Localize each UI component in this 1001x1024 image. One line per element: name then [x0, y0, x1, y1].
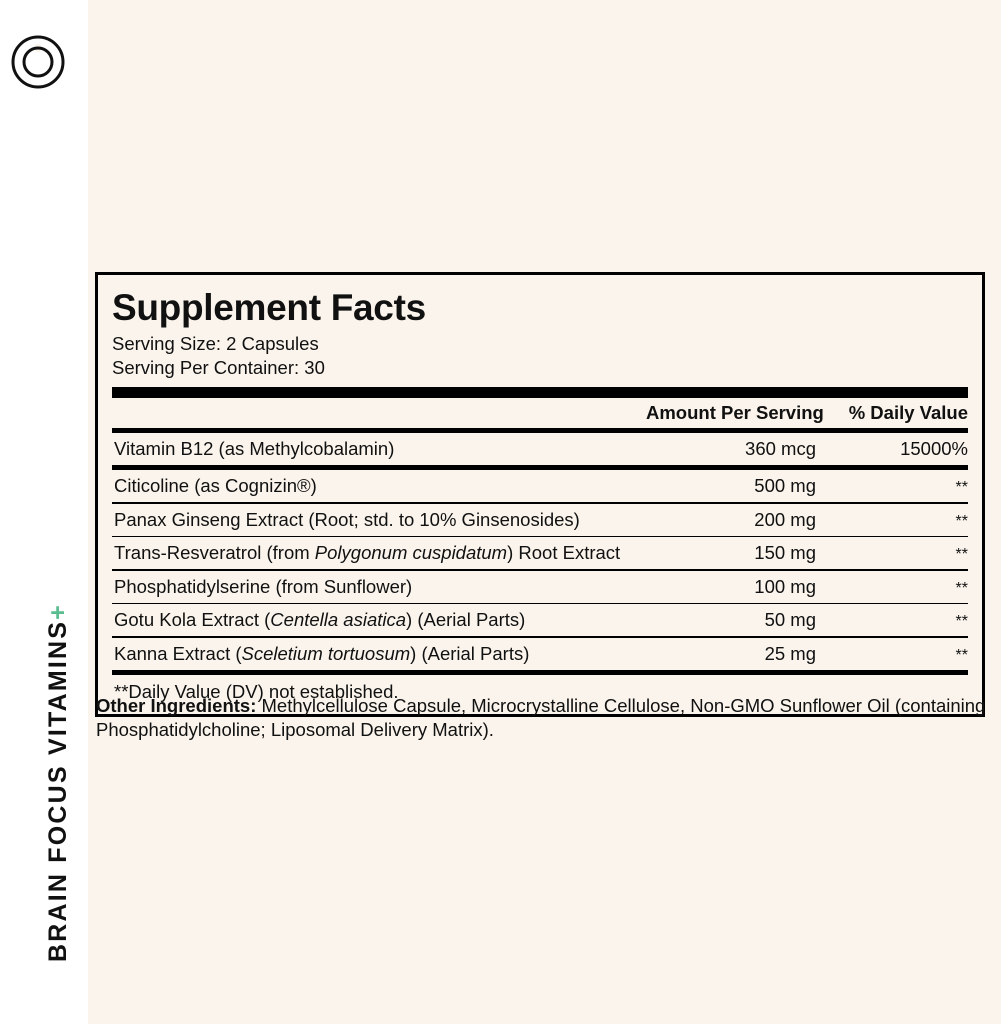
ingredient-name: Citicoline (as Cognizin®)	[114, 475, 317, 497]
table-row	[112, 571, 968, 603]
header-amount-per-serving: Amount Per Serving	[646, 402, 824, 424]
ingredient-amount: 200 mg	[754, 508, 816, 530]
ingredient-name: Kanna Extract (Sceletium tortuosum) (Aerial Parts)	[114, 642, 530, 664]
ingredient-daily-value: 15000%	[900, 438, 968, 460]
table-row	[112, 537, 968, 569]
table-row	[112, 638, 968, 670]
ingredient-amount: 25 mg	[764, 642, 816, 664]
supplement-facts-title: Supplement Facts	[112, 287, 426, 328]
other-ingredients-label: Other Ingredients:	[96, 695, 257, 716]
ingredient-daily-value: **	[955, 479, 968, 497]
ingredient-daily-value: **	[955, 646, 968, 664]
ingredient-amount: 150 mg	[754, 542, 816, 564]
left-rail	[0, 0, 88, 1024]
ingredient-name: Panax Ginseng Extract (Root; std. to 10% Ginsenosides)	[114, 508, 580, 530]
divider-thick-top	[112, 387, 968, 398]
serving-size: Serving Size: 2 Capsules	[112, 332, 319, 354]
ingredient-amount: 100 mg	[754, 575, 816, 597]
brand-plus: +	[44, 603, 72, 620]
ingredient-daily-value: **	[955, 579, 968, 597]
supplement-facts-panel	[95, 272, 985, 717]
servings-per-container: Serving Per Container: 30	[112, 357, 325, 379]
vertical-brand-text	[0, 0, 86, 1024]
table-header-row	[112, 398, 968, 428]
other-ingredients-text: Methylcellulose Capsule, Microcrystalline Cellulose, Non-GMO Sunflower Oil (containing Phosphatidylcholine; Liposomal Delivery Matrix).	[96, 695, 986, 741]
table-row	[112, 604, 968, 636]
ingredient-amount: 50 mg	[764, 609, 816, 631]
table-row	[112, 433, 968, 465]
ingredient-daily-value: **	[955, 613, 968, 631]
brand-name: BRAIN FOCUS VITAMINS	[44, 619, 72, 962]
ingredient-daily-value: **	[955, 546, 968, 564]
table-row	[112, 470, 968, 502]
daily-value-footnote: **Daily Value (DV) not established.	[114, 680, 399, 702]
ingredient-name: Trans-Resveratrol (from Polygonum cuspidatum) Root Extract	[114, 542, 621, 564]
ingredient-amount: 500 mg	[754, 475, 816, 497]
header-daily-value: % Daily Value	[848, 402, 968, 424]
table-row	[112, 504, 968, 536]
ingredient-name: Vitamin B12 (as Methylcobalamin)	[114, 438, 395, 460]
ingredient-amount: 360 mcg	[745, 438, 816, 460]
other-ingredients	[96, 694, 986, 742]
ingredient-name: Phosphatidylserine (from Sunflower)	[114, 575, 413, 597]
ingredient-name: Gotu Kola Extract (Centella asiatica) (Aerial Parts)	[114, 609, 526, 631]
nutrient-rows	[112, 433, 968, 670]
ingredient-daily-value: **	[955, 512, 968, 530]
